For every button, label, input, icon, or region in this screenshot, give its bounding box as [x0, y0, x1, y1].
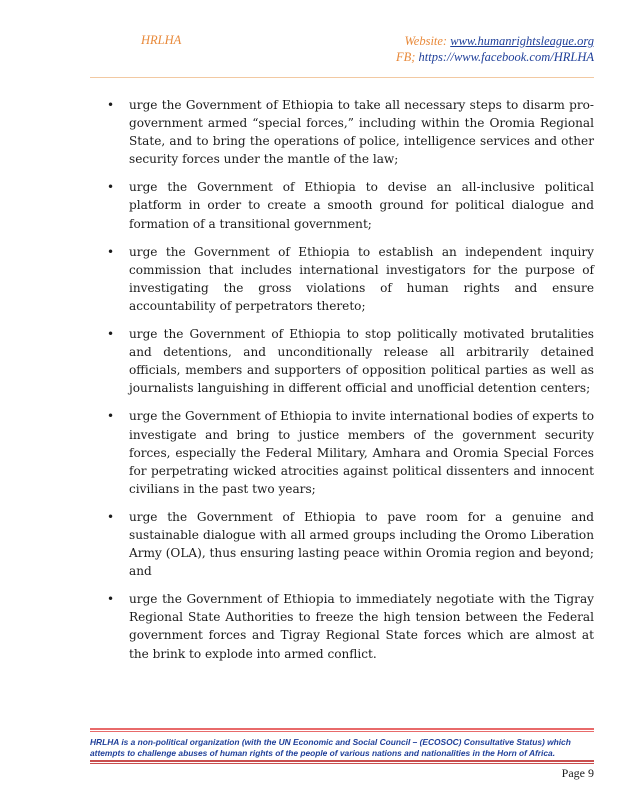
org-name: HRLHA — [141, 33, 182, 47]
list-item-text: urge the Government of Ethiopia to devise an all-inclusive political platform in order to create a smooth ground for political dialogue and formation of a transitional government; — [129, 180, 594, 231]
bullet-icon: • — [107, 180, 115, 195]
list-item — [107, 325, 594, 397]
fb-label: FB; — [395, 50, 416, 64]
website-label: Website: — [404, 34, 448, 48]
list-item-text: urge the Government of Ethiopia to invite international bodies of experts to investigate and bring to justice members of the government security forces, especially the Federal Military, Amhara and Oromia Special Forces for perpetrating wicked atrocities against political dissenters and innocent civilians in the past two years; — [129, 409, 595, 496]
footer-divider-top-thin — [90, 731, 594, 732]
page-header — [0, 0, 634, 80]
footer-divider-bottom-thin — [90, 763, 594, 764]
fb-line — [396, 49, 594, 65]
list-item — [107, 407, 594, 497]
list-item-text: urge the Government of Ethiopia to immediately negotiate with the Tigray Regional State Authorities to freeze the high tension between the Federal government forces and Tigray Regional State forces which are almost at the brink to explode into armed conflict. — [129, 592, 594, 661]
bullet-icon: • — [107, 592, 115, 607]
footer-divider-top — [90, 728, 594, 730]
header-divider — [90, 77, 594, 78]
header-links — [396, 33, 594, 65]
bullet-icon: • — [107, 509, 115, 524]
footer-statement: HRLHA is a non-political organization (with the UN Economic and Social Council – (ECOSOC) Consultative Status) which attempts to challenge abuses of human rights of the people of various nations and nationalities in the Horn of Africa. — [90, 737, 571, 758]
recommendation-list — [107, 96, 594, 673]
list-item — [107, 96, 594, 168]
list-item — [107, 178, 594, 232]
list-item-text: urge the Government of Ethiopia to take all necessary steps to disarm pro-government armed “special forces,” including within the Oromia Regional State, and to bring the operations of police, intelligence services and other security forces under the mantle of the law; — [129, 98, 594, 167]
list-item — [107, 508, 594, 580]
bullet-icon: • — [107, 327, 115, 342]
footer-divider-bottom — [90, 760, 594, 762]
list-item-text: urge the Government of Ethiopia to establish an independent inquiry commission that includes international investigators for the purpose of investigating the gross violations of human rights and ensure accountability of perpetrators thereto; — [129, 244, 594, 313]
website-link[interactable]: www.humanrightsleague.org — [450, 34, 594, 48]
fb-link[interactable]: https://www.facebook.com/HRLHA — [418, 50, 594, 64]
list-item — [107, 243, 594, 315]
page-number: Page 9 — [561, 766, 594, 780]
bullet-icon: • — [107, 244, 115, 259]
website-line — [396, 33, 594, 49]
list-item-text: urge the Government of Ethiopia to pave room for a genuine and sustainable dialogue with all armed groups including the Oromo Liberation Army (OLA), thus ensuring lasting peace within Oromia region and beyond; and — [129, 509, 594, 579]
bullet-icon: • — [107, 409, 115, 424]
list-item — [107, 590, 594, 662]
bullet-icon: • — [107, 98, 115, 112]
list-item-text: urge the Government of Ethiopia to stop politically motivated brutalities and detentions, and unconditionally release all arbitrarily detained officials, members and supporters of opposition political parties as well as journalists languishing in different official and unofficial detention centers; — [129, 327, 594, 396]
